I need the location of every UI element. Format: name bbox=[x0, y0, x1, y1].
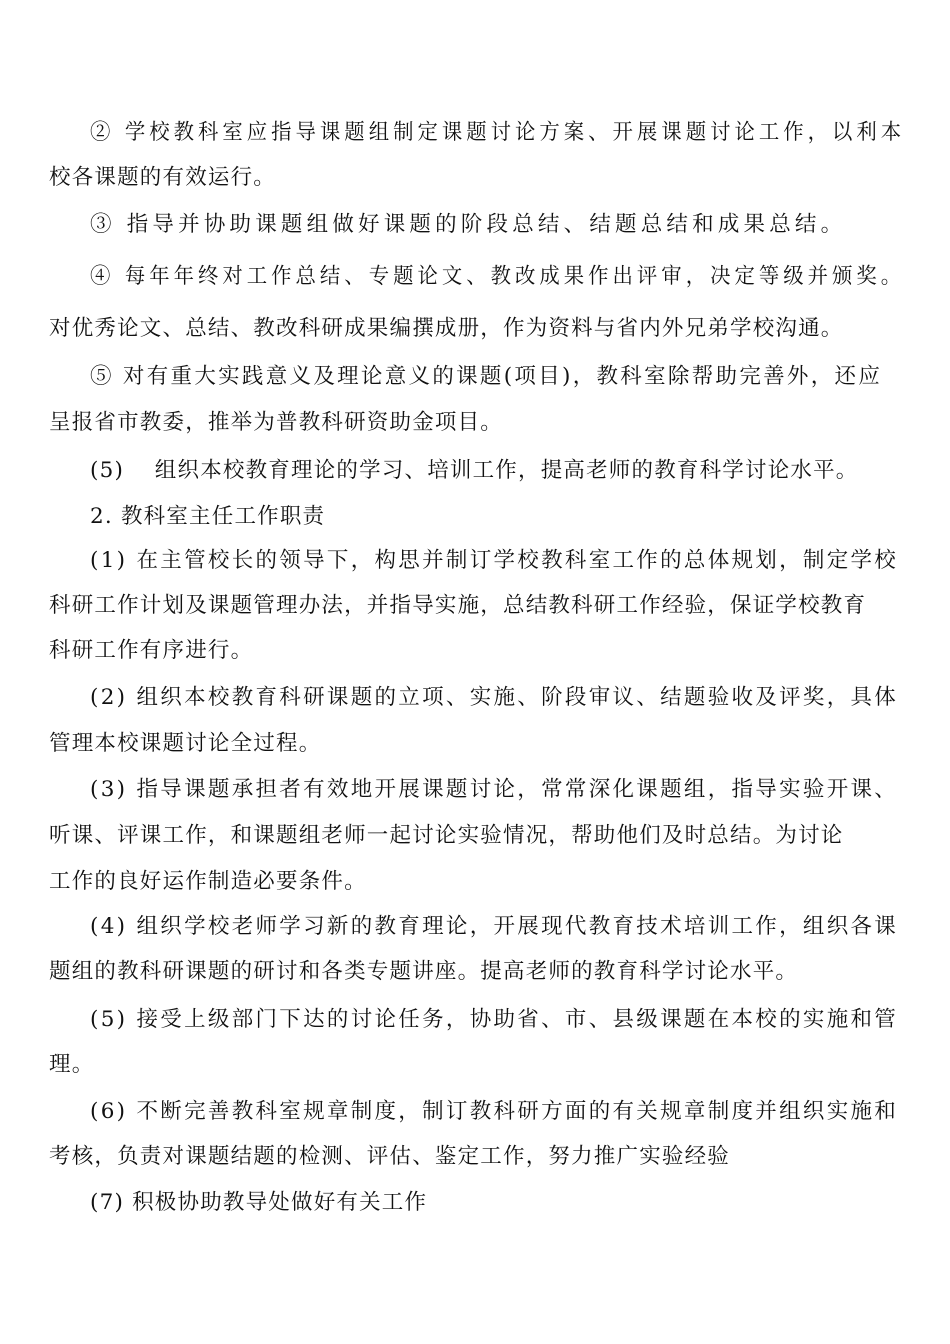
paragraph-line: (7) 积极协助教导处做好有关工作 bbox=[90, 1190, 428, 1215]
paragraph-line: (4) 组织学校老师学习新的教育理论，开展现代教育技术培训工作，组织各课 bbox=[90, 914, 899, 939]
section-heading: 2. 教科室主任工作职责 bbox=[90, 504, 326, 529]
paragraph-line: 理。 bbox=[49, 1052, 95, 1077]
paragraph-line: 工作的良好运作制造必要条件。 bbox=[49, 869, 367, 894]
paragraph-line: (3) 指导课题承担者有效地开展课题讨论，常常深化课题组，指导实验开课、 bbox=[90, 777, 899, 802]
paragraph-line: 校各课题的有效运行。 bbox=[49, 165, 277, 190]
paragraph-line: ⑤ 对有重大实践意义及理论意义的课题(项目)，教科室除帮助完善外，还应 bbox=[90, 364, 883, 389]
paragraph-line: 管理本校课题讨论全过程。 bbox=[49, 731, 322, 756]
paragraph-line: (5) 接受上级部门下达的讨论任务，协助省、市、县级课题在本校的实施和管 bbox=[90, 1007, 899, 1032]
paragraph-line: 科研工作有序进行。 bbox=[49, 638, 254, 663]
paragraph-line: 听课、评课工作，和课题组老师一起讨论实验情况，帮助他们及时总结。为讨论 bbox=[49, 823, 844, 848]
paragraph-line: ③ 指导并协助课题组做好课题的阶段总结、结题总结和成果总结。 bbox=[90, 212, 847, 237]
paragraph-line: ② 学校教科室应指导课题组制定课题讨论方案、开展课题讨论工作，以利本 bbox=[90, 120, 906, 145]
paragraph-line: (2) 组织本校教育科研课题的立项、实施、阶段审议、结题验收及评奖，具体 bbox=[90, 685, 899, 710]
paragraph-line: 科研工作计划及课题管理办法，并指导实施，总结教科研工作经验，保证学校教育 bbox=[49, 593, 867, 618]
paragraph-line: (5) 组织本校教育理论的学习、培训工作，提高老师的教育科学讨论水平。 bbox=[90, 458, 859, 483]
paragraph-line: (6) 不断完善教科室规章制度，制订教科研方面的有关规章制度并组织实施和 bbox=[90, 1099, 899, 1124]
paragraph-line: ④ 每年年终对工作总结、专题论文、教改成果作出评审，决定等级并颁奖。 bbox=[90, 264, 906, 289]
paragraph-line: 考核，负责对课题结题的检测、评估、鉴定工作，努力推广实验经验 bbox=[49, 1144, 731, 1169]
paragraph-line: 呈报省市教委，推举为普教科研资助金项目。 bbox=[49, 410, 504, 435]
paragraph-line: 对优秀论文、总结、教改科研成果编撰成册，作为资料与省内外兄弟学校沟通。 bbox=[49, 316, 844, 341]
paragraph-line: (1) 在主管校长的领导下，构思并制订学校教科室工作的总体规划，制定学校 bbox=[90, 548, 899, 573]
paragraph-line: 题组的教科研课题的研讨和各类专题讲座。提高老师的教育科学讨论水平。 bbox=[49, 959, 799, 984]
